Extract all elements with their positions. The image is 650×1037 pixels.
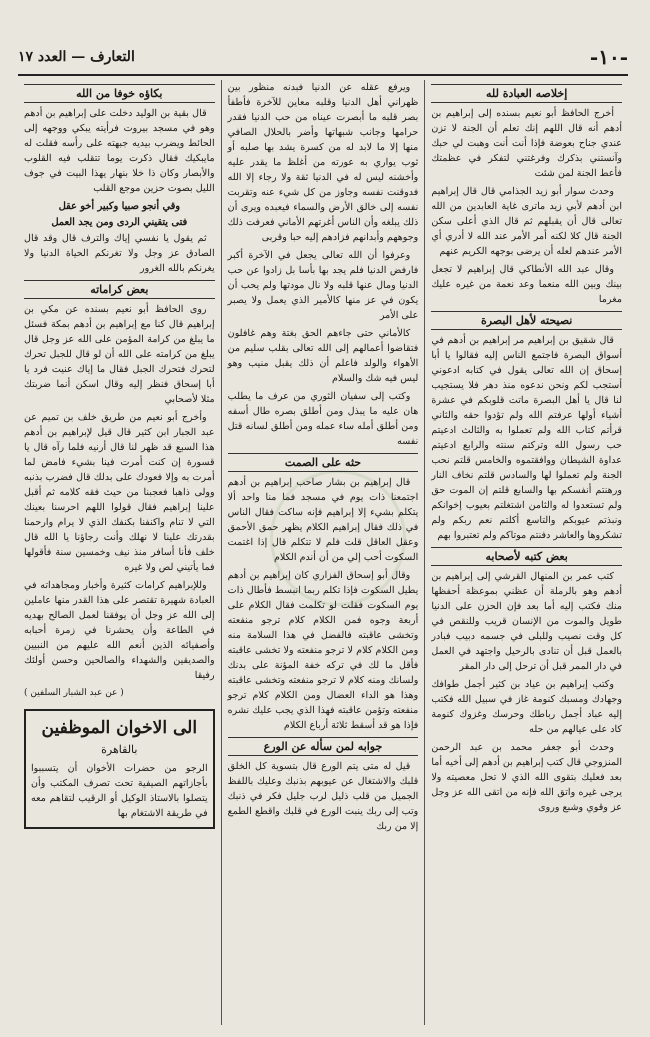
- announcement-box: [24, 709, 215, 829]
- paragraph: وللإبراهيم كرامات كثيرة وأخبار ومجاهداته في العبادة شهيرة تقتصر على هذا القدر منها عاملين إلى الله عز وجل أن يوفقنا لعمل الصالح بهديه في الطاعة وأن يحشرنا في زمرة أحبابه وأصفيائه الذين أنعم الله عليهم من النبيين والصديقين والشهداء والصالحين وحسن أولئك رفيقا: [23, 580, 215, 681]
- section-title: إخلاصه العبادة لله: [431, 84, 622, 103]
- paragraph: وكتب إبراهيم بن عياد بن كثير أجمل طوافك وجهادك ومسبك كنومة غاز في سبيل الله فكتب إليه عباد أجمل رباطك وحرسك وغزوك كنومة كاد على عيالهم من حله: [431, 679, 622, 735]
- paragraph: قال إبراهيم بن بشار صاحب إبراهيم بن أدهم اجتمعنا ذات يوم في مسجد فما منا واحد ألا يتكلم بشيء إلا إبراهيم فإنه ساكت فقال الناس في ذلك فقال إبراهيم الكلام يظهر حمق الأحمق وعقل العاقل قلت فلم لا تتكلم قال إذا اغتمت السكوت أحب إلي من أن أندم الكلام: [227, 477, 419, 563]
- paragraph: روى الحافظ أبو نعيم بسنده عن مكي بن إبراهيم قال كنا مع إبراهيم بن أدهم بمكة فسئل ما يبلغ من كرامة المؤمن على الله عز وجل قال يبلغ من كرامته على الله أن لو قال للجبل تحرك لتحرك فتحرك الجبل فقال ما إياك عنيت فرد يا أبا إسحاق فنظر إليه وقال اسكن أنما ضربتك مثلا لأصحابي: [23, 304, 215, 405]
- paragraph: قال بقية بن الوليد دخلت على إبراهيم بن أدهم وهو في مسجد بيروت فرأيته يبكي ووجهه إلى الحائط ويضرب بيديه جبهته على رأسه فقلت له مايبكيك فقال ذكرت يوما تتقلب فيه القلوب والأبصار وكان ذا خلا بنهار يهذا البيت في جوف الليل بصوت حزين موجع القلب: [23, 108, 215, 194]
- paragraph: كتب عمر بن المنهال القرشي إلى إبراهيم بن أدهم وهو بالرملة أن عظني بموعظة أحفظها منك فكتب إليه أما بعد فإن الحزن على الدنيا طويل والموت من الإنسان قريب وللنقص في كل وقت نصيب وللبلى في جسمه دبيب فبادر بالعمل قبل أن تنادى بالرحيل واجتهد في العمل في دار الممر قبل أن ترحل إلى دار المقر: [431, 571, 622, 672]
- announcement-text: الرجو من حضرات الأخوان أن يتسببوا بأجازاتهم الصيفية تحت تصرف المكتب وأن يتصلوا بالاستاذ الوكيل أو الرقيب لتقاهم معه في طريقة الاشتغام بها: [30, 763, 208, 819]
- announcement-subtitle: بالقاهرة: [101, 743, 138, 756]
- page-header: [18, 40, 628, 76]
- article-columns: [18, 80, 628, 1025]
- poetry-verse: وقي أنجو صبيا وكبير أخو عقل: [58, 201, 181, 212]
- page-number: -١٠-: [589, 45, 628, 69]
- section-title: حثه على الصمت: [228, 453, 419, 472]
- magazine-issue: التعارف — العدد ١٧: [18, 49, 135, 65]
- paragraph: وأخرج أبو نعيم من طريق خلف بن تميم عن عبد الجبار ابن كثير قال قيل لإبراهيم بن أدهم هذا السبع قد ظهر لنا قال أرنيه فلما رآه قال يا قسورة إن كنت أمرت فينا بشيء فامض لما أمرت به وإلا فعودك على بدلك قال فضرب بذنبه وولى ذاهبا فعجبنا من حيث فقه كلامه ثم أقبل علينا إبراهيم فقال قولوا اللهم احرسنا بعينك التي لا تنام واكنفنا بكنفك الذي لا يرام وارحمنا بقدرتك علينا لا نهلك وأنت رجاؤنا يا الله قال خلف فأنا أسافر منذ نيف وخمسين سنة فأقولها فما يأتيني لص ولا غيره: [23, 412, 215, 573]
- column-left: [18, 80, 221, 1025]
- paragraph: قال شقيق بن إبراهيم مر إبراهيم بن أدهم في أسواق البصرة فاجتمع الناس إليه فقالوا يا أبا إسحاق إن الله تعالى يقول في كتابه ادعوني أستجب لكم ونحن ندعوه منذ دهر فلا يستجيب لنا قال يا أهل البصرة ماتت قلوبكم في عشرة أشياء أولها عرفتم الله ولم تؤدوا حقه والثاني قرأتم كتاب الله ولم تعملوا به والثالث ادعيتم حب رسول الله وتركتم سنته والرابع ادعيتم عداوة الشيطان ووافقتموه والخامس قلتم نحب الجنة ولم تعملوا لها والسادس قلتم نخاف النار ورهنتم أنفسكم بها والسابع قلتم إن الموت حق ولم تستعدوا له والثامن اشتغلتم بعيوب إخوانكم ونبذتم عيوبكم والتاسع أكلتم نعم ربكم ولم تشكروها والعاشر دفنتم موتاكم ولم تعتبروا بهم: [431, 335, 622, 541]
- paragraph: أخرج الحافظ أبو نعيم بسنده إلى إبراهيم بن أدهم أنه قال اللهم إنك تعلم أن الجنة لا تزن عندي جناح بعوضة فإذا أنت أنت وهبت لي حبك وآنستني بذكرك وفرغتني لتفكر في عظمتك فأعط الجنة لمن شئت: [431, 108, 622, 179]
- announcement-title: الى الاخوان الموظفين: [41, 718, 198, 738]
- section-title: نصيحته لأهل البصرة: [431, 311, 622, 330]
- paragraph: وعرفوا أن الله تعالى يجعل في الآخرة أكبر فارفض الدنيا فلم يجد بها بأسا بل زادوا عن حب الدنيا ومال عنها قلبه ولا نال مودتها ولم يحب أن يكون في عز منها كالأمير الذي يعمل ولا يصبر على الأمر: [227, 250, 419, 321]
- paragraph: وحدث سوار أبو زيد الجذامي قال قال إبراهيم ابن أدهم لأبي زيد ماترى غاية العابدين من الله تعالى قال أن يقبلهم ثم قال الذي أعلى سكن الجنة قال كلا لكنه أمر الأمر عند الله لا أدري أي الأمر عندهم لعله أن يرضى بوجهه الكريم عنهم: [431, 186, 622, 257]
- section-title: بعض كتبه لأصحابه: [431, 547, 622, 566]
- paragraph: قيل له متى يتم الورع قال بتسوية كل الخلق قلبك والاشتغال عن عيوبهم بذنبك وعليك باللفظ الجميل من قلب ذليل لرب جليل فكر في ذنبك وتب إلى ربك ينبت الورع في قلبك واقطع الطمع إلا من ربك: [227, 761, 419, 832]
- paragraph: ويرفع عقله عن الدنيا فبدنه منظور بين ظهراني أهل الدنيا وقلبه معاين للآخرة فأطفأ بصر قلبه ما أبصرت عيناه من حب الدنيا فقدر حرامها وجانب شبهاتها وأضر بالحلال الصافي منها إلا ما لابد له من كسرة يشد بها صلبه أو ثوب يواري به عورته من أغلظ ما يقدر عليه وأخشنه ليس له في الدنيا ثقة ولا رجاء إلا الله فدوقنت نفسه وجاوز من كل شيء عنه وتقربت نفسه إلى خالق الأرض والسماء فيعبده ويرى أن ذلك يبلغه وأن الناس أغرتهم الأماني فعرفت ذلك وجوههم وأبدانهم فزادهم إليه حبا وقربى: [227, 82, 419, 243]
- paragraph: وحدث أبو جعفر محمد بن عبد الرحمن المنزوجي قال كتب إبراهيم بن أدهم إلى أخيه أما بعد فعليك بتقوى الله الذي لا تحل معصيته ولا يرجى غيره واتق الله فإنه من اتقى الله عز وجل عز وقوي وشبع وروى: [431, 742, 622, 813]
- paragraph: كالأماني حتى جاءهم الحق بغتة وهم غافلون فتقاضوا أعمالهم إلى الله تعالى بقلب سليم من الأهواء والولد فاعلم أن ذلك يقبل منيب وهو ليس فيه شك والسلام: [227, 328, 419, 384]
- source-note: ( عن عبد الشبار السلفين ): [23, 688, 124, 698]
- paragraph: وقال أبو إسحاق الفزاري كان إبراهيم بن أدهم يطيل السكوت فإذا تكلم ربما انبسط فأطال ذات يوم السكوت فقلت لو تكلمت فقال الكلام على أربعة وجوه فمن الكلام كلام ترجو منفعته وتخشى عاقبته فالفضل في هذا السلامة منه ومن الكلام كلام لا ترجو منفعته ولا تخشى عاقبته فأقل ما لك في تركه خفة المؤنة على بدنك ولسانك ومنه كلام لا ترجو منفعته وتخشى عاقبته وهذا هو الداء العضال ومن الكلام كلام ترجو منفعته وتؤمن عاقبته فهذا الذي يجب عليك نشره فإذا هو قد أسقط ثلاثة أرباع الكلام: [227, 570, 419, 731]
- paragraph: وقال عبد الله الأنطاكي قال إبراهيم لا تجعل بينك وبين الله منعما وعد نعمة من غيره عليك مغرما: [431, 264, 622, 305]
- paragraph: ثم يقول يا نفسي إياك والترف قال وقد قال الصادق عز وجل ولا تغرنكم الحياة الدنيا ولا يغرنكم بالله الغرور: [23, 233, 215, 274]
- column-middle: [221, 80, 425, 1025]
- section-title: جوابه لمن سأله عن الورع: [228, 737, 419, 756]
- poetry-verse: فتى يتقيني الردى ومن يجد العمل: [51, 217, 188, 228]
- section-title: بكاؤه خوفا من الله: [24, 84, 215, 103]
- column-right: [424, 80, 628, 1025]
- section-title: بعض كراماته: [24, 280, 215, 299]
- paragraph: وكتب إلى سفيان الثوري من عرف ما يطلب هان عليه ما يبذل ومن أطلق بصره طال أسفه ومن أطلق أمله ساء عمله ومن أطلق لسانه قتل نفسه: [227, 391, 419, 447]
